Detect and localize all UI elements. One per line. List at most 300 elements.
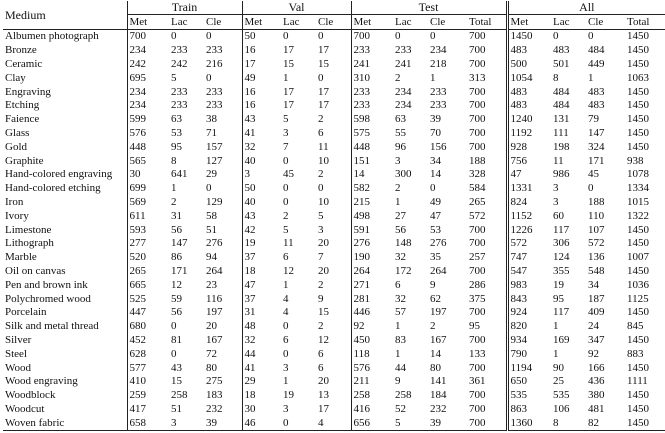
cell-train: 242 — [171, 57, 188, 70]
cell-test: 234 — [430, 44, 447, 57]
cell-all: 484 — [553, 99, 570, 112]
cell-all: 986 — [553, 168, 570, 181]
cell-train: 599 — [127, 113, 169, 127]
table-row — [3, 403, 665, 417]
cell-all: 1194 — [507, 361, 551, 375]
cell-all: 1450 — [627, 402, 650, 415]
table-row — [3, 44, 665, 58]
cell-all: 60 — [553, 209, 565, 222]
cell-test: 572 — [469, 209, 486, 222]
cell-val: 6 — [283, 251, 289, 264]
cell-val: 19 — [242, 237, 281, 251]
cell-val: 16 — [242, 85, 281, 99]
table-row — [3, 182, 665, 196]
cell-train: 264 — [206, 264, 223, 277]
cell-medium: Clay — [5, 71, 26, 84]
cell-train: 8 — [171, 154, 177, 167]
cell-val: 1 — [283, 278, 289, 291]
cell-val: 18 — [242, 265, 281, 279]
cell-val: 41 — [242, 361, 281, 375]
cell-all: 483 — [588, 85, 605, 98]
cell-all: 1 — [553, 347, 559, 360]
cell-train: 127 — [206, 154, 223, 167]
cell-test: 656 — [351, 416, 393, 430]
cell-test: 233 — [430, 85, 447, 98]
cell-val: 15 — [318, 57, 330, 70]
table-row — [3, 265, 665, 279]
cell-all: 1015 — [627, 195, 650, 208]
header-group-val: Val — [242, 1, 351, 15]
cell-train: 234 — [127, 85, 169, 99]
cell-val: 20 — [318, 375, 330, 388]
cell-all: 82 — [586, 416, 625, 430]
cell-test: 233 — [351, 44, 393, 58]
cell-test: 27 — [395, 209, 407, 222]
cell-test: 95 — [469, 320, 481, 333]
cell-test: 591 — [351, 223, 393, 237]
cell-train: 234 — [127, 99, 169, 113]
cell-all: 1450 — [627, 389, 650, 402]
cell-test: 700 — [467, 416, 507, 430]
cell-all: 1331 — [507, 182, 551, 196]
cell-test: 35 — [430, 251, 442, 264]
table-row — [3, 140, 665, 154]
cell-val: 50 — [242, 182, 281, 196]
cell-train: 700 — [127, 30, 169, 44]
cell-train: 1 — [171, 182, 177, 195]
cell-train: 0 — [206, 71, 212, 84]
cell-train: 641 — [171, 168, 188, 181]
cell-test: 582 — [351, 182, 393, 196]
cell-all: 548 — [588, 264, 605, 277]
cell-test: 575 — [351, 127, 393, 141]
cell-all: 147 — [588, 126, 605, 139]
header-train-cle: Cle — [204, 15, 242, 30]
cell-train: 276 — [206, 237, 223, 250]
cell-test: 1 — [395, 320, 401, 333]
cell-medium: Graphite — [5, 154, 44, 167]
header-group-test: Test — [351, 1, 507, 15]
cell-train: 525 — [127, 292, 169, 306]
cell-test: 300 — [395, 168, 412, 181]
cell-val: 17 — [318, 44, 330, 57]
cell-test: 62 — [430, 292, 442, 305]
cell-all: 1111 — [627, 375, 648, 388]
cell-val: 47 — [242, 278, 281, 292]
cell-all: 843 — [507, 292, 551, 306]
header-val-cle: Cle — [316, 15, 351, 30]
cell-all: 1 — [588, 71, 594, 84]
cell-train: 265 — [127, 265, 169, 279]
cell-all: 188 — [588, 195, 605, 208]
cell-train: 234 — [127, 44, 169, 58]
cell-val: 41 — [242, 127, 281, 141]
cell-val: 37 — [242, 251, 281, 265]
cell-val: 44 — [242, 347, 281, 361]
cell-medium: Oil on canvas — [5, 264, 66, 277]
cell-val: 2 — [318, 168, 324, 181]
header-test-lac: Lac — [393, 15, 428, 30]
cell-val: 20 — [318, 264, 330, 277]
cell-train: 2 — [171, 195, 177, 208]
cell-train: 658 — [127, 416, 169, 430]
cell-train: 577 — [127, 361, 169, 375]
cell-test: 257 — [469, 251, 486, 264]
cell-train: 197 — [206, 306, 223, 319]
table-row — [3, 361, 665, 375]
cell-train: 452 — [127, 334, 169, 348]
cell-val: 0 — [318, 30, 324, 43]
cell-all: 1360 — [507, 416, 551, 430]
cell-all: 1450 — [627, 361, 650, 374]
header-train-lac: Lac — [169, 15, 204, 30]
cell-all: 928 — [507, 140, 551, 154]
cell-test: 32 — [395, 251, 407, 264]
cell-val: 7 — [318, 251, 324, 264]
cell-test: 9 — [395, 375, 401, 388]
cell-medium: Glass — [5, 126, 30, 139]
cell-test: 172 — [395, 264, 412, 277]
cell-test: 700 — [469, 223, 486, 236]
cell-all: 1063 — [627, 71, 650, 84]
cell-val: 0 — [283, 30, 289, 43]
cell-all: 500 — [507, 58, 551, 72]
cell-test: 450 — [351, 334, 393, 348]
cell-medium: Ceramic — [5, 57, 43, 70]
cell-val: 42 — [242, 223, 281, 237]
header-test-met: Met — [351, 15, 393, 30]
cell-all: 483 — [507, 99, 551, 113]
table-row — [3, 127, 665, 141]
table-row — [3, 85, 665, 99]
cell-all: 124 — [553, 251, 570, 264]
cell-all: 572 — [507, 237, 551, 251]
cell-train: 20 — [206, 320, 217, 333]
cell-all: 938 — [627, 154, 644, 167]
cell-test: 141 — [430, 375, 447, 388]
table-row — [3, 389, 665, 403]
cell-test: 14 — [430, 347, 442, 360]
cell-val: 17 — [283, 44, 295, 57]
cell-val: 17 — [283, 99, 295, 112]
cell-all: 1007 — [627, 251, 650, 264]
cell-test: 700 — [469, 57, 486, 70]
cell-val: 10 — [318, 154, 330, 167]
cell-medium: Silk and metal thread — [5, 320, 99, 333]
cell-train: 157 — [206, 140, 223, 153]
cell-val: 49 — [242, 71, 281, 85]
cell-all: 110 — [588, 209, 605, 222]
cell-val: 12 — [283, 264, 295, 277]
cell-val: 7 — [283, 140, 289, 153]
cell-test: 39 — [428, 416, 467, 430]
cell-train: 56 — [171, 223, 182, 236]
cell-train: 81 — [171, 333, 182, 346]
cell-test: 241 — [395, 57, 412, 70]
cell-train: 277 — [127, 237, 169, 251]
cell-all: 324 — [588, 140, 605, 153]
cell-train: 242 — [127, 58, 169, 72]
cell-train: 576 — [127, 127, 169, 141]
cell-all: 483 — [507, 85, 551, 99]
cell-test: 63 — [395, 113, 407, 126]
cell-all: 198 — [553, 140, 570, 153]
cell-all: 436 — [588, 375, 605, 388]
table-row — [3, 237, 665, 251]
cell-test: 2 — [395, 182, 401, 195]
cell-val: 1 — [283, 71, 289, 84]
cell-test: 313 — [469, 71, 486, 84]
cell-test: 34 — [430, 154, 442, 167]
cell-test: 92 — [351, 320, 393, 334]
cell-val: 0 — [283, 347, 289, 360]
cell-val: 3 — [283, 361, 289, 374]
cell-all: 11 — [553, 154, 564, 167]
cell-all: 0 — [588, 30, 594, 43]
table-row — [3, 58, 665, 72]
cell-test: 700 — [469, 44, 486, 57]
cell-all: 24 — [588, 320, 600, 333]
cell-train: 447 — [127, 306, 169, 320]
cell-train: 417 — [127, 403, 169, 417]
cell-test: 52 — [395, 402, 407, 415]
cell-all: 535 — [553, 389, 570, 402]
cell-test: 598 — [351, 113, 393, 127]
cell-medium: Albumen photograph — [5, 30, 99, 43]
cell-all: 1036 — [627, 278, 650, 291]
cell-val: 3 — [318, 223, 324, 236]
cell-val: 5 — [318, 209, 324, 222]
cell-val: 46 — [242, 416, 281, 430]
cell-all: 820 — [507, 320, 551, 334]
header-test-total: Total — [467, 15, 507, 30]
cell-test: 133 — [469, 347, 486, 360]
cell-all: 79 — [588, 113, 600, 126]
cell-medium: Gold — [5, 140, 27, 153]
table-row — [3, 334, 665, 348]
cell-val: 50 — [242, 30, 281, 44]
cell-all: 106 — [553, 402, 570, 415]
cell-all: 845 — [627, 320, 644, 333]
cell-all: 1152 — [507, 209, 551, 223]
cell-test: 0 — [395, 30, 401, 43]
cell-train: 565 — [127, 154, 169, 168]
cell-medium: Wood — [5, 361, 32, 374]
cell-test: 700 — [469, 113, 486, 126]
cell-test: 14 — [430, 168, 442, 181]
cell-val: 6 — [318, 126, 324, 139]
cell-all: 1450 — [627, 99, 650, 112]
cell-val: 6 — [318, 347, 324, 360]
table-row — [3, 292, 665, 306]
header-train-met: Met — [127, 15, 169, 30]
cell-test: 5 — [393, 416, 428, 430]
cell-all: 90 — [553, 361, 565, 374]
cell-all: 111 — [553, 126, 569, 139]
cell-medium: Woodcut — [5, 402, 45, 415]
cell-medium: Hand-colored engraving — [5, 168, 113, 181]
cell-val: 2 — [283, 209, 289, 222]
cell-test: 258 — [351, 389, 393, 403]
cell-all: 484 — [588, 44, 605, 57]
cell-train: 12 — [171, 278, 182, 291]
cell-test: 700 — [469, 30, 486, 43]
cell-medium: Pen and brown ink — [5, 278, 88, 291]
cell-all: 0 — [588, 182, 594, 195]
cell-test: 310 — [351, 71, 393, 85]
cell-all: 1450 — [627, 306, 650, 319]
cell-train: 593 — [127, 223, 169, 237]
header-medium: Medium — [3, 1, 127, 30]
cell-test: 44 — [395, 361, 407, 374]
cell-test: 286 — [469, 278, 486, 291]
cell-train: 29 — [206, 168, 217, 181]
cell-medium: Woven fabric — [3, 416, 127, 430]
cell-medium: Iron — [5, 195, 24, 208]
cell-test: 56 — [395, 223, 407, 236]
cell-train: 0 — [171, 347, 177, 360]
header-group-all: All — [507, 1, 665, 15]
cell-val: 18 — [242, 389, 281, 403]
cell-train: 51 — [171, 402, 182, 415]
cell-val: 3 — [283, 402, 289, 415]
cell-train: 171 — [171, 264, 188, 277]
cell-all: 1226 — [507, 223, 551, 237]
cell-train: 38 — [206, 113, 217, 126]
cell-train: 569 — [127, 196, 169, 210]
header-all-cle: Cle — [586, 15, 625, 30]
cell-test: 700 — [469, 389, 486, 402]
cell-train: 94 — [206, 251, 217, 264]
cell-test: 211 — [351, 375, 393, 389]
cell-train: 15 — [171, 375, 182, 388]
cell-train: 233 — [206, 44, 223, 57]
cell-medium: Lithograph — [5, 237, 54, 250]
cell-train: 80 — [206, 361, 217, 374]
cell-test: 276 — [430, 237, 447, 250]
table-row — [3, 320, 665, 334]
cell-train: 0 — [206, 182, 212, 195]
cell-train: 56 — [171, 306, 182, 319]
cell-all: 483 — [507, 44, 551, 58]
cell-all: 1125 — [627, 292, 649, 305]
cell-train: 233 — [171, 99, 188, 112]
cell-test: 14 — [351, 168, 393, 182]
cell-medium: Marble — [5, 251, 37, 264]
cell-val: 0 — [283, 320, 289, 333]
cell-val: 0 — [283, 182, 289, 195]
cell-val: 4 — [283, 292, 289, 305]
cell-test: 32 — [395, 292, 407, 305]
cell-test: 700 — [469, 264, 486, 277]
cell-test: 70 — [430, 126, 442, 139]
cell-val: 4 — [283, 306, 289, 319]
cell-val: 11 — [318, 140, 329, 153]
cell-val: 29 — [242, 375, 281, 389]
cell-train: 233 — [206, 85, 223, 98]
cell-all: 1450 — [627, 44, 650, 57]
cell-val: 10 — [318, 195, 330, 208]
cell-all: 1322 — [627, 209, 650, 222]
cell-medium: Porcelain — [5, 306, 47, 319]
cell-val: 12 — [318, 333, 330, 346]
cell-all: 169 — [553, 333, 570, 346]
header-all-met: Met — [507, 15, 551, 30]
cell-train: 86 — [171, 251, 182, 264]
cell-all: 25 — [553, 375, 565, 388]
cell-test: 700 — [469, 99, 486, 112]
cell-val: 5 — [283, 223, 289, 236]
cell-train: 628 — [127, 347, 169, 361]
cell-all: 983 — [507, 278, 551, 292]
cell-train: 53 — [171, 126, 182, 139]
cell-all: 1450 — [627, 333, 650, 346]
cell-train: 216 — [206, 57, 223, 70]
cell-test: 448 — [351, 140, 393, 154]
cell-train: 410 — [127, 375, 169, 389]
cell-test: 53 — [430, 223, 442, 236]
cell-all: 1450 — [627, 237, 650, 250]
cell-train: 116 — [206, 292, 223, 305]
cell-val: 0 — [283, 195, 289, 208]
cell-all: 3 — [553, 195, 559, 208]
cell-train: 448 — [127, 140, 169, 154]
cell-medium: Faience — [5, 113, 40, 126]
cell-val: 40 — [242, 154, 281, 168]
cell-all: 1450 — [627, 140, 650, 153]
cell-test: 1 — [430, 71, 436, 84]
data-table — [3, 1, 665, 431]
cell-test: 498 — [351, 209, 393, 223]
cell-val: 31 — [242, 306, 281, 320]
cell-train: 129 — [206, 195, 223, 208]
cell-train: 680 — [127, 320, 169, 334]
cell-all: 347 — [588, 333, 605, 346]
cell-test: 1 — [395, 347, 401, 360]
cell-test: 9 — [430, 278, 436, 291]
cell-all: 0 — [553, 30, 559, 43]
cell-all: 1 — [553, 320, 559, 333]
cell-test: 416 — [351, 403, 393, 417]
cell-train: 95 — [171, 140, 182, 153]
cell-train: 31 — [171, 209, 182, 222]
cell-all: 934 — [507, 334, 551, 348]
cell-train: 258 — [171, 389, 188, 402]
cell-test: 700 — [469, 237, 486, 250]
cell-test: 328 — [469, 168, 486, 181]
cell-train: 59 — [171, 292, 182, 305]
cell-val: 5 — [283, 113, 289, 126]
cell-medium: Hand-colored etching — [5, 182, 101, 195]
cell-all: 1450 — [627, 223, 650, 236]
cell-test: 271 — [351, 278, 393, 292]
cell-all: 824 — [507, 196, 551, 210]
cell-val: 2 — [318, 278, 324, 291]
cell-test: 700 — [469, 126, 486, 139]
cell-medium: Wood engraving — [5, 375, 78, 388]
cell-all: 187 — [588, 292, 605, 305]
cell-val: 3 — [283, 126, 289, 139]
cell-test: 265 — [469, 195, 486, 208]
cell-all: 924 — [507, 306, 551, 320]
cell-all: 3 — [553, 182, 559, 195]
cell-all: 45 — [588, 168, 600, 181]
cell-all: 409 — [588, 306, 605, 319]
cell-medium: Etching — [5, 99, 40, 112]
header-test-cle: Cle — [428, 15, 467, 30]
cell-all: 92 — [588, 347, 600, 360]
cell-all: 355 — [553, 264, 570, 277]
